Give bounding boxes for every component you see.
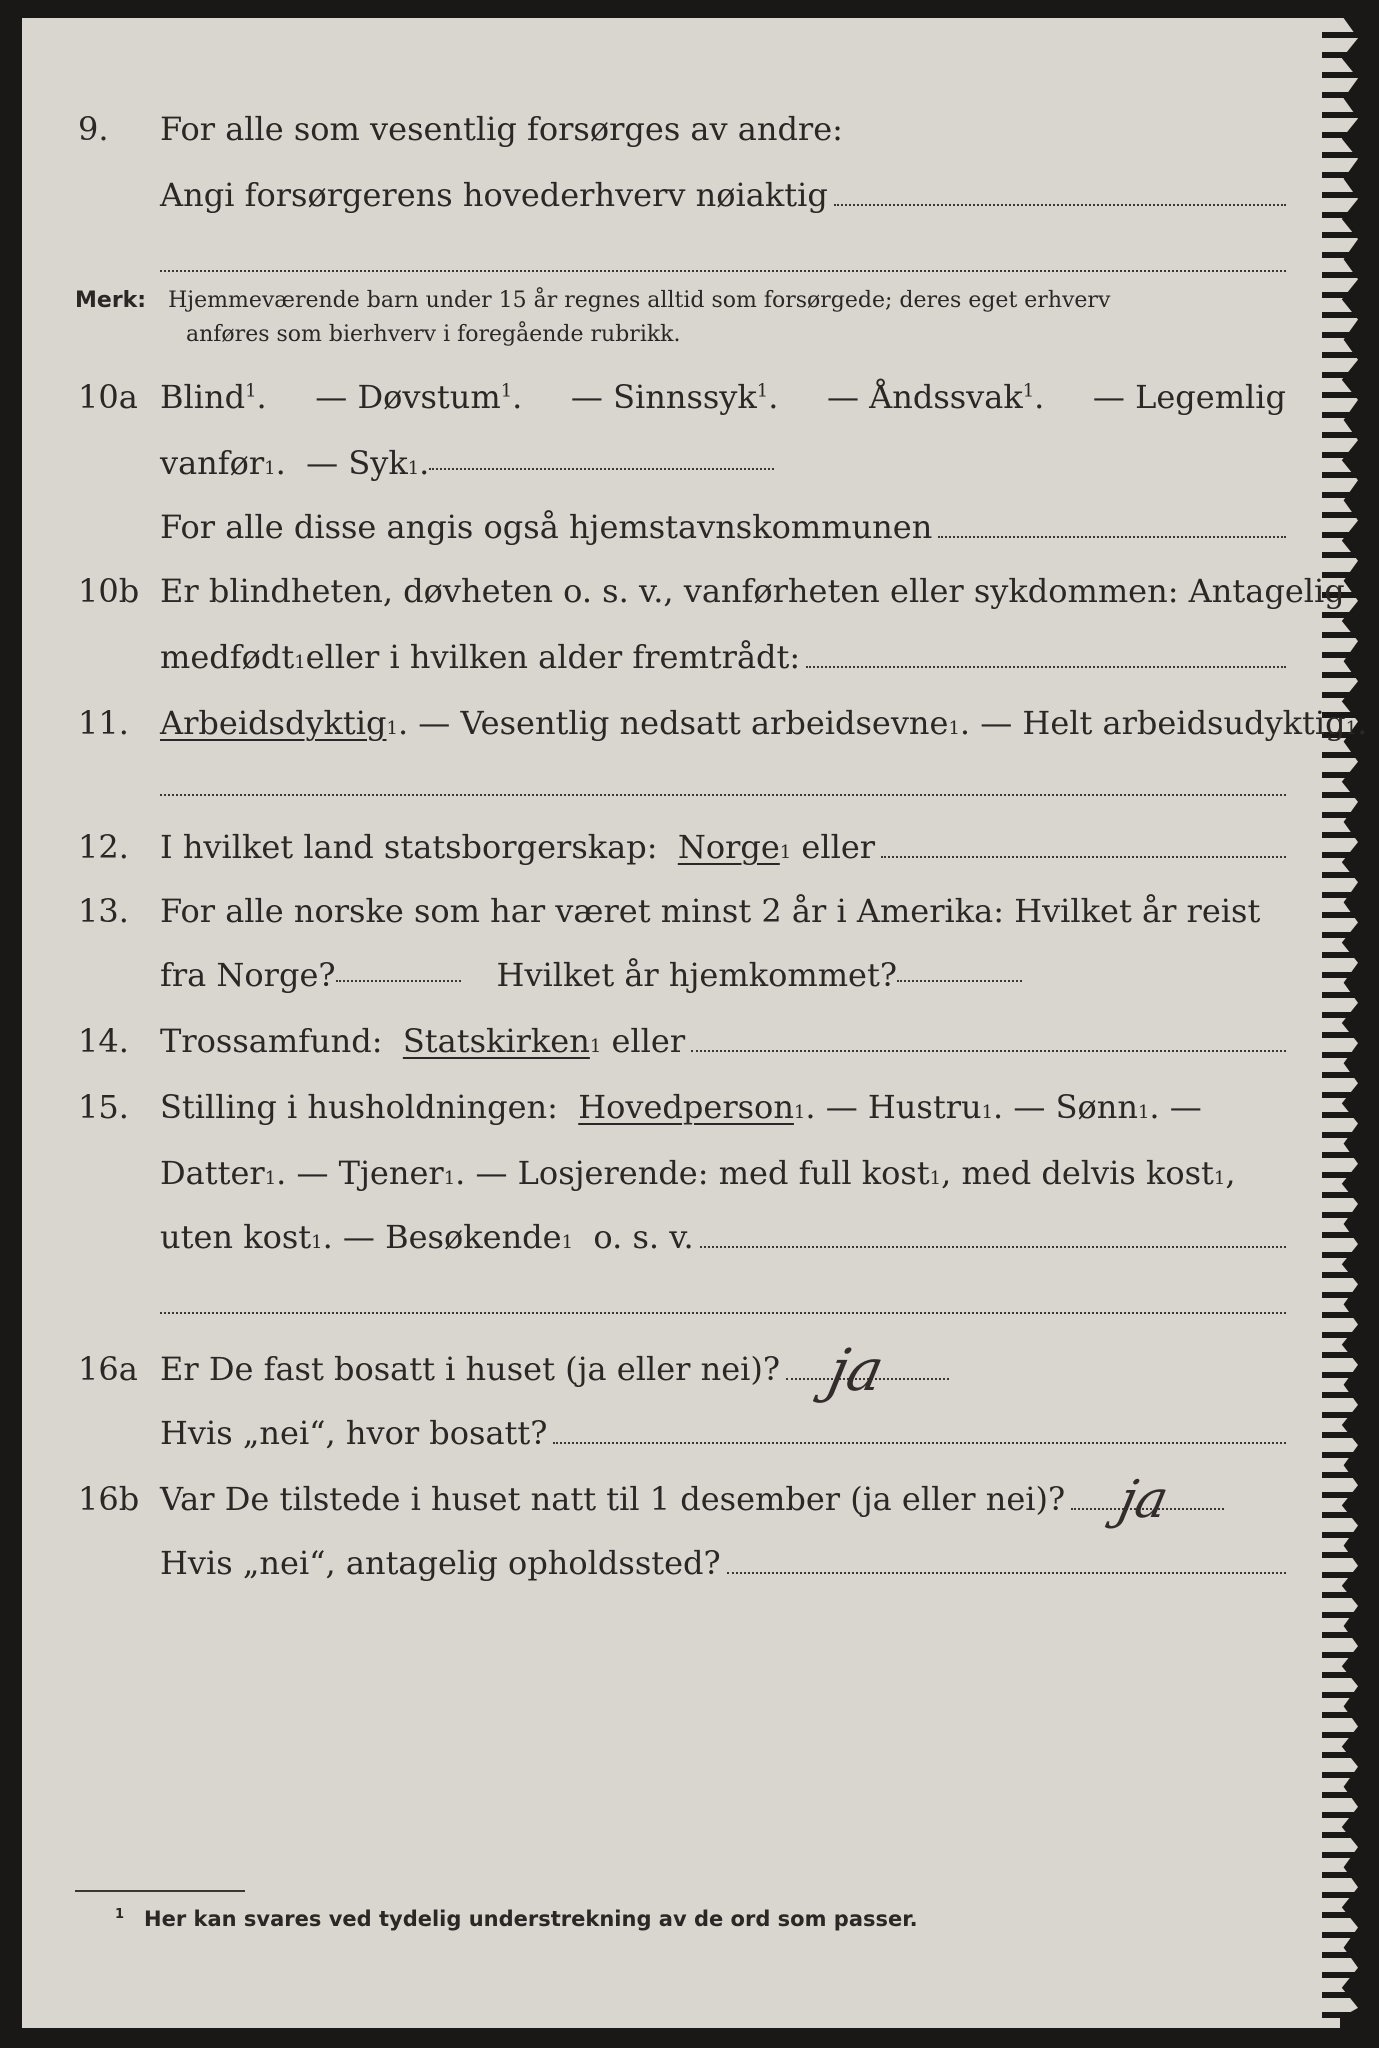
- q10b-line2: medfødt 1 eller i hvilken alder fremtrådt:: [160, 638, 1286, 676]
- q16a-number: 16a: [78, 1350, 138, 1388]
- q11-number: 11.: [78, 704, 129, 742]
- option-sinnssyk: — Sinnssyk$^1$.: [570, 378, 779, 416]
- q13-reist-line[interactable]: [336, 980, 461, 982]
- underlined-hovedperson: Hovedperson: [578, 1088, 794, 1126]
- q16b-line1: Var De tilstede i huset natt til 1 desember (ja eller nei)?: [160, 1480, 1224, 1518]
- q13-hjemkommet-line[interactable]: [897, 980, 1022, 982]
- q11-line: Arbeidsdyktig 1 . — Vesentlig nedsatt arbeidsevne 1 . — Helt arbeidsudyktig 1 .: [160, 704, 1368, 742]
- q10b-line1: Er blindheten, døvheten o. s. v., vanførheten eller sykdommen: Antagelig: [160, 572, 1345, 610]
- q9-answer-line[interactable]: [834, 204, 1286, 206]
- q9-line2: Angi forsørgerens hovederhverv nøiaktig: [160, 176, 1286, 214]
- q9-line1: For alle som vesentlig forsørges av andre:: [160, 110, 843, 148]
- q15-answer-line[interactable]: [700, 1246, 1286, 1248]
- underlined-arbeidsdyktig: Arbeidsdyktig: [160, 704, 387, 742]
- q16b-opholdssted-line[interactable]: [727, 1572, 1286, 1574]
- q10b-answer-line[interactable]: [806, 666, 1286, 668]
- footnote: $^1$ Her kan svares ved tydelig understrekning av de ord som passer.: [115, 1907, 918, 1931]
- underlined-statskirken: Statskirken: [402, 1022, 590, 1060]
- q16a-bosatt-line[interactable]: [553, 1442, 1286, 1444]
- q14-line: Trossamfund: Statskirken 1 eller: [160, 1022, 1286, 1060]
- q16b-line2: Hvis „nei“, antagelig opholdssted?: [160, 1544, 1286, 1582]
- q16a-line2: Hvis „nei“, hvor bosatt?: [160, 1414, 1286, 1452]
- merk-note: Merk: Hjemmeværende barn under 15 år regnes alltid som forsørgede; deres eget erhverv anføres som bierhverv i foregående rubrikk.: [75, 288, 1111, 347]
- q9-blank-line[interactable]: [160, 270, 1286, 272]
- q13-line2: fra Norge? Hvilket år hjemkommet?: [160, 956, 1286, 994]
- q15-line3: uten kost 1 . — Besøkende 1 o. s. v.: [160, 1218, 1286, 1256]
- q9-number: 9.: [78, 110, 109, 148]
- q10b-number: 10b: [78, 572, 140, 610]
- q12-line: I hvilket land statsborgerskap: Norge 1 eller: [160, 828, 1286, 866]
- q16b-handwritten-answer: ja: [1113, 1470, 1174, 1530]
- q10a-syk-line[interactable]: [429, 468, 774, 470]
- q12-number: 12.: [78, 828, 129, 866]
- q15-line1: Stilling i husholdningen: Hovedperson 1 . — Hustru 1 . — Sønn 1 . —: [160, 1088, 1202, 1126]
- q10a-line3: For alle disse angis også hjemstavnskommunen: [160, 508, 1286, 546]
- option-dovstum: — Døvstum$^1$.: [315, 378, 523, 416]
- q10a-answer-line[interactable]: [938, 536, 1286, 538]
- q11-blank-line[interactable]: [160, 794, 1286, 796]
- q15-number: 15.: [78, 1088, 129, 1126]
- q12-answer-line[interactable]: [881, 856, 1286, 858]
- q10a-number: 10a: [78, 378, 138, 416]
- q16a-handwritten-answer: ja: [822, 1336, 890, 1404]
- torn-right-edge: [1322, 18, 1358, 2028]
- q15-blank-line[interactable]: [160, 1312, 1286, 1314]
- q14-number: 14.: [78, 1022, 129, 1060]
- q10a-line2: vanfør 1 . — Syk 1 .: [160, 444, 1286, 482]
- q13-number: 13.: [78, 892, 129, 930]
- option-andssvak: — Åndssvak$^1$.: [826, 378, 1045, 416]
- q10a-line1: [160, 378, 1286, 416]
- q14-answer-line[interactable]: [691, 1050, 1286, 1052]
- q15-line2: Datter 1 . — Tjener 1 . — Losjerende: med full kost 1 , med delvis kost 1 ,: [160, 1154, 1236, 1192]
- option-legemlig: — Legemlig: [1092, 378, 1286, 416]
- option-blind: Blind$^1$.: [160, 378, 267, 416]
- q16a-line1: Er De fast bosatt i huset (ja eller nei)?: [160, 1350, 949, 1388]
- underlined-norge: Norge: [677, 828, 780, 866]
- footnote-rule: [75, 1890, 245, 1892]
- q13-line1: For alle norske som har været minst 2 år i Amerika: Hvilket år reist: [160, 892, 1261, 930]
- q16b-number: 16b: [78, 1480, 140, 1518]
